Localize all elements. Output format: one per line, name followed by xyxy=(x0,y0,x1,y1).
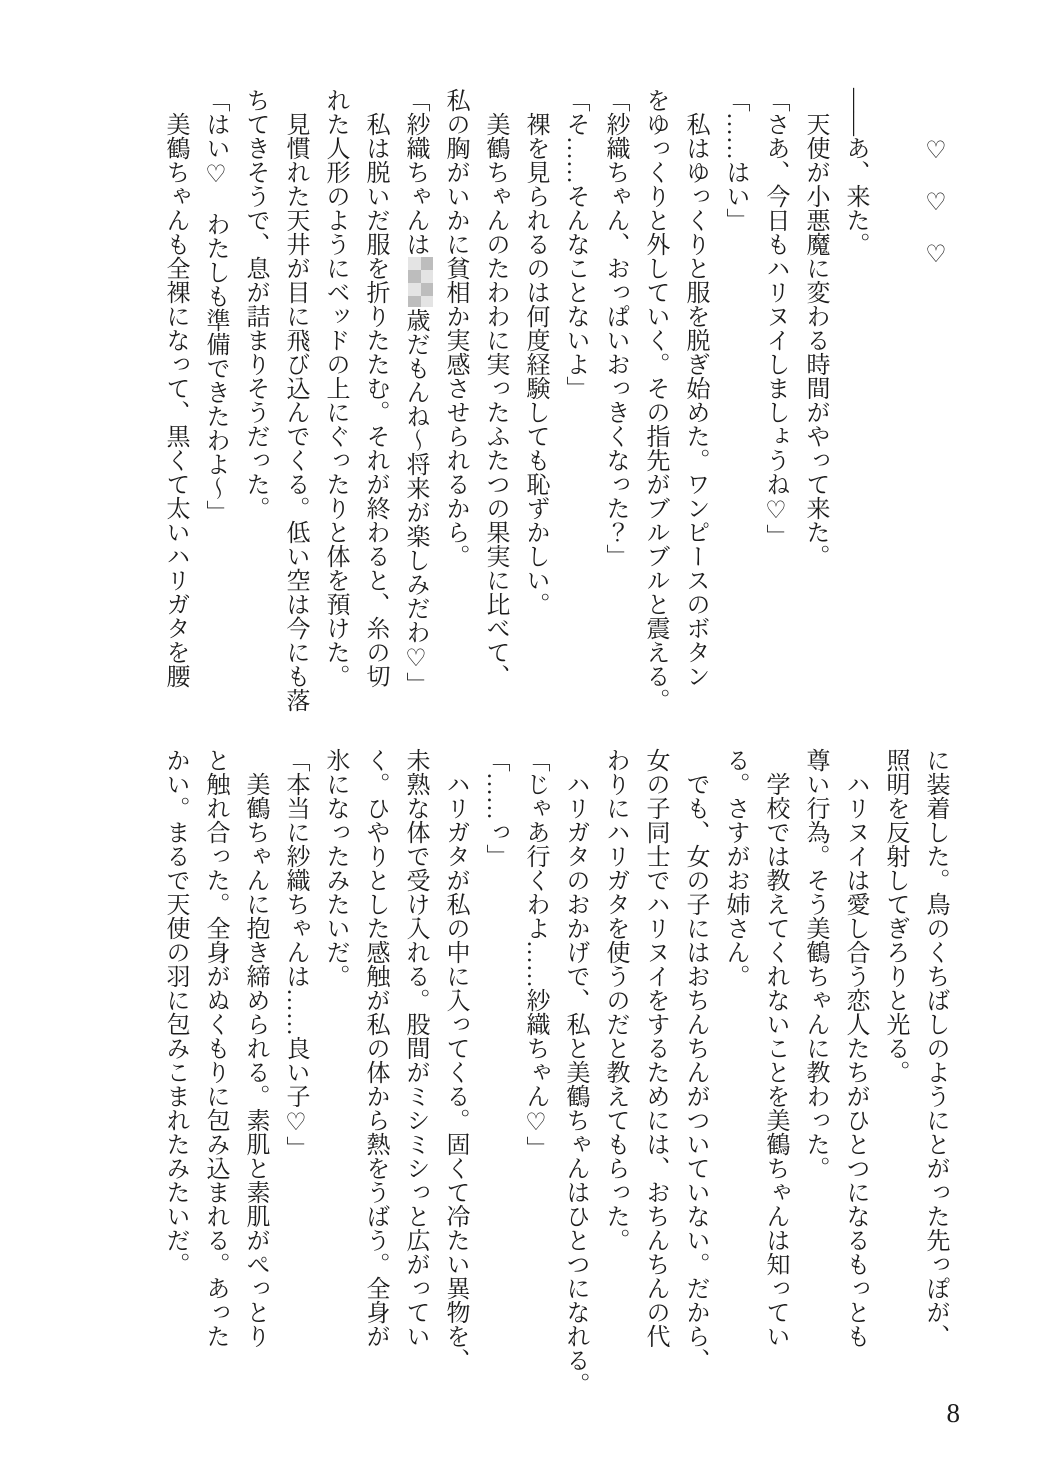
text-line: 天使が小悪魔に変わる時間がやって来た。 xyxy=(802,88,828,568)
text-line: 美鶴ちゃんも全裸になって、黒くて太いハリガタを腰 xyxy=(162,88,188,688)
text-line: 「……っ」 xyxy=(482,748,508,868)
lower-text-block xyxy=(155,748,955,1400)
text-line: 私は脱いだ服を折りたたむ。それが終わると、糸の切 xyxy=(362,88,388,688)
text-line: 「……はい」 xyxy=(722,88,748,232)
text-line: 裸を見られるのは何度経験しても恥ずかしい。 xyxy=(522,88,548,616)
text-line: 「はい♡ わたしも準備できたわよ～」 xyxy=(202,88,228,524)
text-line: 尊い行為。そう美鶴ちゃんに教わった。 xyxy=(802,748,828,1180)
text-line: 「紗織ちゃん、おっぱいおっきくなった？」 xyxy=(602,88,628,568)
text-line: 「じゃあ行くわよ……紗織ちゃん♡」 xyxy=(522,748,548,1160)
text-line: ♡ ♡ ♡ xyxy=(922,88,948,268)
text-line: と触れ合った。全身がぬくもりに包み込まれる。あった xyxy=(202,748,228,1348)
text-line: ハリヌイは愛し合う恋人たちがひとつになるもっとも xyxy=(842,748,868,1348)
text-line: 女の子同士でハリヌイをするためには、おちんちんの代 xyxy=(642,748,668,1348)
text-line: 未熟な体で受け入れる。股間がミシミシっと広がってい xyxy=(402,748,428,1348)
text-line: かい。まるで天使の羽に包みこまれたみたいだ。 xyxy=(162,748,188,1276)
text-line: でも、女の子にはおちんちんがついていない。だから、 xyxy=(682,748,708,1372)
text-line: 「紗織ちゃんは歳だもんね～将来が楽しみだわ♡」 xyxy=(395,88,435,740)
text-line: 照明を反射してぎろりと光る。 xyxy=(882,748,908,1084)
text-line: に装着した。鳥のくちばしのようにとがった先っぽが、 xyxy=(922,748,948,1348)
text-line: 美鶴ちゃんのたわわに実ったふたつの果実に比べて、 xyxy=(482,88,508,688)
text-line: く。ひやりとした感触が私の体から熱をうばう。全身が xyxy=(362,748,388,1348)
text-line: 見慣れた天井が目に飛び込んでくる。低い空は今にも落 xyxy=(282,88,308,712)
text-line: 私の胸がいかに貧相か実感させられるから。 xyxy=(442,88,468,568)
text-line: 美鶴ちゃんに抱き締められる。素肌と素肌がぺっとり xyxy=(242,748,268,1348)
text-line: 「本当に紗織ちゃんは……良い子♡」 xyxy=(282,748,308,1160)
text-line: れた人形のようにベッドの上にぐったりと体を預けた。 xyxy=(322,88,348,688)
text-line: ちてきそうで、息が詰まりそうだった。 xyxy=(242,88,268,520)
text-line: 「さあ、今日もハリヌイしましょうね♡」 xyxy=(762,88,788,548)
text-line: ——あ、来た。 xyxy=(842,88,868,256)
text-line xyxy=(875,88,915,740)
text-line: 「そ……そんなことないよ」 xyxy=(562,88,588,400)
upper-text-block xyxy=(155,88,955,740)
text-line: ハリガタのおかげで、私と美鶴ちゃんはひとつになれる。 xyxy=(562,748,588,1396)
censor-mosaic-block xyxy=(408,257,433,307)
text-line: ハリガタが私の中に入ってくる。固くて冷たい異物を、 xyxy=(442,748,468,1372)
text-line: わりにハリガタを使うのだと教えてもらった。 xyxy=(602,748,628,1252)
page-number: 8 xyxy=(946,1398,960,1428)
text-line: 氷になったみたいだ。 xyxy=(322,748,348,988)
text-line: 私はゆっくりと服を脱ぎ始めた。ワンピースのボタン xyxy=(682,88,708,688)
text-line: 学校では教えてくれないことを美鶴ちゃんは知ってい xyxy=(762,748,788,1348)
text-line: をゆっくりと外していく。その指先がブルブルと震える。 xyxy=(642,88,668,712)
text-line: る。さすがお姉さん。 xyxy=(722,748,748,988)
